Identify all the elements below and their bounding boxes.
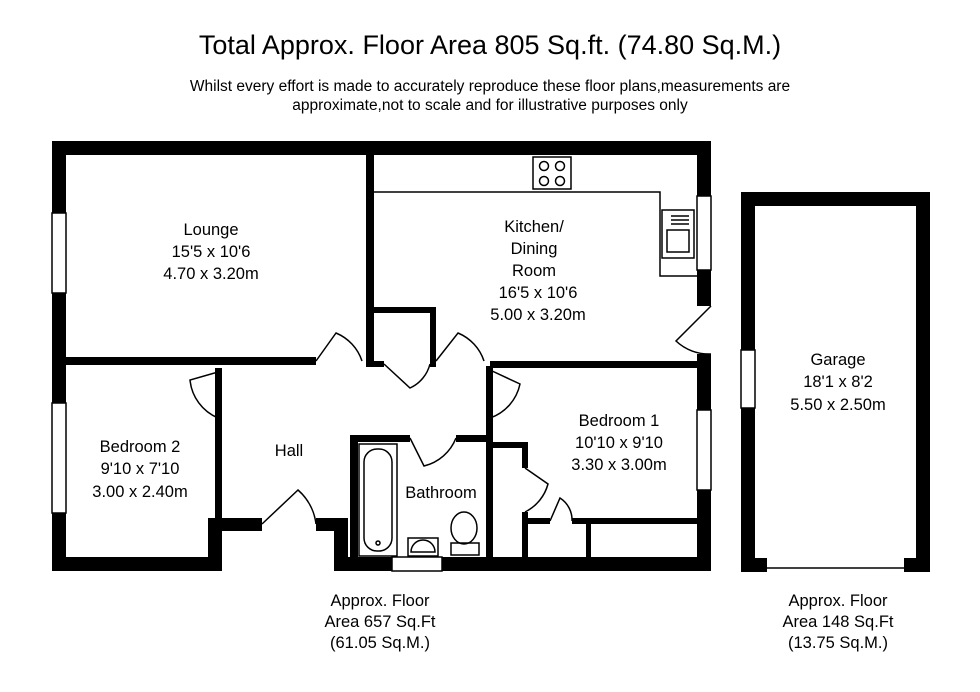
- garage-name: Garage: [810, 351, 866, 369]
- hall-name: Hall: [274, 442, 304, 460]
- disclaimer-line-2: approximate,not to scale and for illustrative purposes only: [292, 97, 688, 114]
- lounge-window: [52, 213, 66, 293]
- garage-window: [741, 350, 755, 408]
- bedroom1-label: [571, 412, 666, 474]
- bathroom-name: Bathroom: [405, 484, 477, 502]
- garage-area-line-3: (13.75 Sq.M.): [788, 634, 888, 652]
- main-floor-plan: [52, 141, 711, 571]
- garage-area-line-1: Approx. Floor: [788, 592, 888, 610]
- garage-area-caption: [758, 591, 918, 654]
- lounge-imperial: 15'5 x 10'6: [171, 243, 251, 261]
- main-area-line-1: Approx. Floor: [330, 592, 430, 610]
- garage-metric: 5.50 x 2.50m: [790, 396, 886, 414]
- bathroom-window: [392, 557, 442, 571]
- kitchen-label: [490, 218, 585, 324]
- kitchen-name-3: Room: [511, 262, 557, 280]
- kitchen-metric: 5.00 x 3.20m: [490, 306, 586, 324]
- lounge-name: Lounge: [183, 221, 239, 239]
- disclaimer-line-1: Whilst every effort is made to accurately reproduce these floor plans,measurements are: [189, 78, 791, 95]
- bath-icon: [359, 444, 397, 556]
- bedroom2-label: [92, 438, 187, 501]
- hob-icon: [533, 157, 571, 189]
- garage-imperial: 18'1 x 8'2: [803, 373, 873, 391]
- bedroom2-window: [52, 403, 66, 513]
- outer-walls: [52, 141, 711, 571]
- floor-area-title: Total Approx. Floor Area 805 Sq.ft. (74.80 Sq.M.): [198, 30, 782, 60]
- kitchen-imperial: 16'5 x 10'6: [498, 284, 578, 302]
- garage-label: [790, 351, 885, 414]
- main-area-line-3: (61.05 Sq.M.): [330, 634, 430, 652]
- bedroom1-name: Bedroom 1: [578, 412, 660, 430]
- lounge-metric: 4.70 x 3.20m: [163, 265, 259, 283]
- main-area-caption: [300, 591, 460, 654]
- basin-icon: [408, 538, 438, 556]
- lounge-label: [163, 221, 258, 283]
- toilet-icon: [451, 512, 479, 555]
- garage-area-line-2: Area 148 Sq.Ft: [782, 613, 894, 631]
- bedroom2-metric: 3.00 x 2.40m: [92, 483, 188, 501]
- kitchen-window: [697, 196, 711, 270]
- sink-icon: [662, 210, 694, 258]
- bedroom2-name: Bedroom 2: [99, 438, 181, 456]
- kitchen-name-1: Kitchen/: [504, 218, 564, 236]
- main-area-line-2: Area 657 Sq.Ft: [324, 613, 436, 631]
- bedroom1-window: [697, 410, 711, 490]
- windows: [52, 196, 711, 571]
- bedroom1-imperial: 10'10 x 9'10: [575, 434, 663, 452]
- bedroom1-metric: 3.30 x 3.00m: [571, 456, 667, 474]
- bedroom2-imperial: 9'10 x 7'10: [100, 460, 180, 478]
- kitchen-name-2: Dining: [510, 240, 558, 258]
